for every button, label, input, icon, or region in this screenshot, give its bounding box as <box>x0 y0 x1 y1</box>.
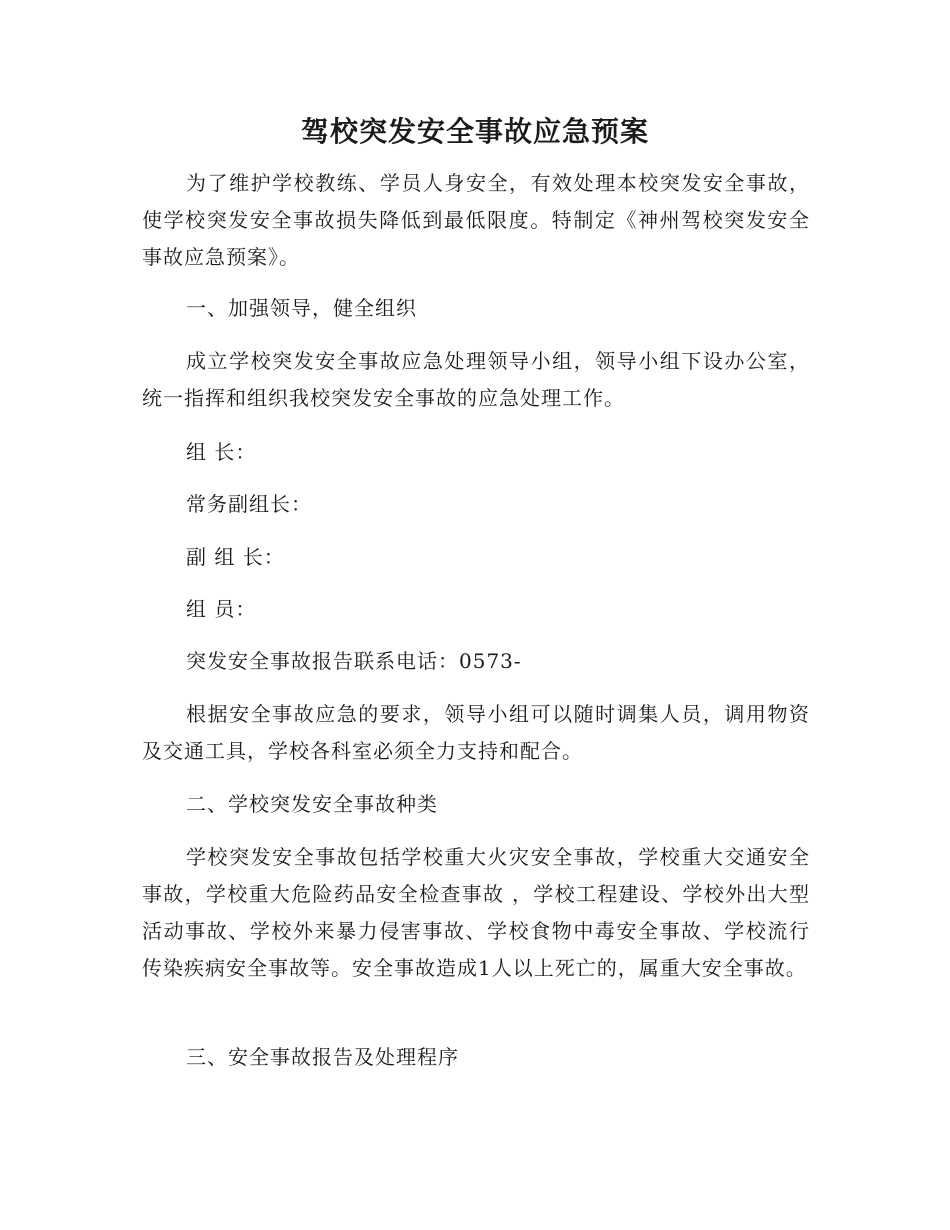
section3-heading: 三、安全事故报告及处理程序 <box>186 1045 459 1069</box>
section1-heading: 一、加强领导，健全组织 <box>186 296 417 320</box>
role-members: 组 员： <box>186 597 257 621</box>
section1-paragraph-2: 根据安全事故应急的要求，领导小组可以随时调集人员，调用物资及交通工具，学校各科室必须全力支持和配合。 <box>142 702 810 763</box>
role-leader: 组 长： <box>186 440 257 464</box>
intro-paragraph: 为了维护学校教练、学员人身安全，有效处理本校突发安全事故，使学校突发安全事故损失降低到最低限度。特制定《神州驾校突发安全事故应急预案》。 <box>142 171 810 269</box>
role-exec-deputy: 常务副组长： <box>186 492 312 516</box>
section2-paragraph: 学校突发安全事故包括学校重大火灾安全事故，学校重大交通安全事故，学校重大危险药品安全检查事故 ，学校工程建设、学校外出大型活动事故、学校外来暴力侵害事故、学校食物中毒安全事故、学校流行传染疾病安全事故等。安全事故造成1人以上死亡的，属重大安全事故。 <box>142 845 810 980</box>
section2-heading: 二、学校突发安全事故种类 <box>186 792 438 816</box>
document-title: 驾校突发安全事故应急预案 <box>300 115 649 148</box>
phone-line: 突发安全事故报告联系电话：0573- <box>186 649 522 673</box>
role-deputy: 副 组 长： <box>186 545 285 569</box>
section1-paragraph: 成立学校突发安全事故应急处理领导小组，领导小组下设办公室，统一指挥和组织我校突发安全事故的应急处理工作。 <box>142 349 810 410</box>
